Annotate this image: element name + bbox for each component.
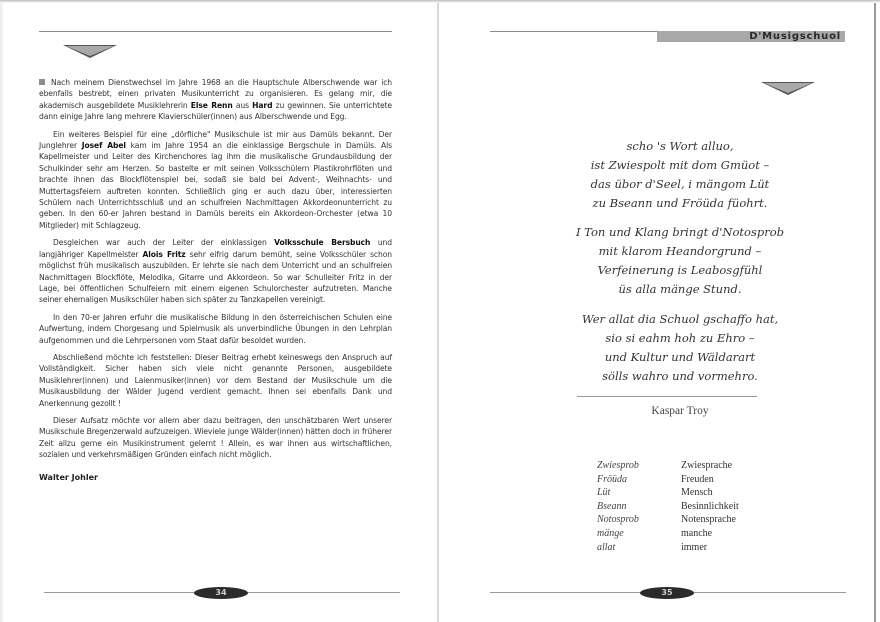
square-bullet-icon xyxy=(39,79,45,85)
glossary-row: allat immer xyxy=(597,541,708,553)
glossary-row: Fröüda Freuden xyxy=(597,473,714,485)
page-number-badge: 35 xyxy=(640,587,694,599)
paragraph: Abschließend möchte ich feststellen: Dieser Beitrag erhebt keineswegs den Anspruch auf Vollständigkeit. Sicher haben sich viele nicht genannte Personen, ausgebildete Musiklehrer(innen) und Laienmusiker(innen) vor dem Bestand der Musikschule um die Musikausbildung der Wälder Jugend verdient gemacht. Ihnen sei ebenfalls Dank und Anerkennung gezollt ! xyxy=(39,352,392,408)
article-body xyxy=(39,77,392,467)
glossary-row: Bseann Besinnlichkeit xyxy=(597,500,739,512)
section-title-banner: D'Musigschuol xyxy=(657,31,845,42)
page-edge-right xyxy=(874,0,876,622)
poem-line: und Kultur und Wäldarart xyxy=(604,350,756,364)
article-author: Walter Johler xyxy=(39,473,98,482)
paragraph: In den 70-er Jahren erfuhr die musikalische Bildung in den österreichischen Schulen eine Aufwertung, indem Chorgesang und Spielmusik als unverbindliche Übungen in den Lehrplan aufgenommen und die Lehrpersonen vom Staat dafür besoldet wurden. xyxy=(39,312,392,345)
poem-line: sölls wahro und vormehro. xyxy=(602,369,758,383)
glossary-row: Notosprob Notensprache xyxy=(597,514,736,526)
glossary-row: Zwiesprob Zwiesprache xyxy=(597,460,733,471)
poem-line: ist Zwiespolt mit dom Gmüot – xyxy=(590,158,770,172)
glossary-row: mänge manche xyxy=(597,527,713,539)
poem-line: üs alla mänge Stund. xyxy=(618,282,742,296)
poem-stanza-2 xyxy=(540,223,820,299)
paragraph: Nach meinem Dienstwechsel im Jahre 1968 an die Hauptschule Alberschwende war ich ebenfalls bestrebt, einen privaten Musikunterricht zu organisieren. Es gelang mir, die akademisch ausgebildete Musiklehrerin Else Renn aus Hard zu gewinnen. Sie unterrichtete dann einige Jahre lang mehrere Klavierschüler(innen) aus Alberschwende und Egg. xyxy=(39,78,392,122)
page-top-edge xyxy=(0,0,880,3)
poem-line: Wer allat dia Schuol gschaffo hat, xyxy=(581,312,779,326)
poem-line: I Ton und Klang bringt d'Notosprob xyxy=(575,225,785,239)
header-rule-right xyxy=(490,31,660,32)
page-edge-left xyxy=(0,0,4,622)
paragraph: Ein weiteres Beispiel für eine „dörfliche" Musikschule ist mir aus Damüls bekannt. Der Junglehrer Josef Abel kam im Jahre 1954 an die einklassige Bergschule in Damüls. Als Kapellmeister und Leiter des Kirchenchores lag ihm die musikalische Grundausbildung der Schulkinder sehr am Herzen. So bastelte er mit seinen Volksschülern Plastikrohrflöten und brachte ihnen das Blockflötenspiel bei, sodaß sie bald bei Advent-, Weihnachts- und Muttertagsfeiern auftreten konnten. Schließlich ging er auch dazu über, interessierten Schülern nach Unterrichtsschluß und an schulfreien Nachmittagen Akkordeonunterricht zu geben. In den 60-er Jahren bestand in Damüls bereits ein Akkordeon-Orchester (etwa 10 Mitglieder) mit Schlagzeug. xyxy=(39,129,392,230)
left-page xyxy=(0,0,438,622)
triangle-marker-icon xyxy=(63,45,117,58)
poem-author: Kaspar Troy xyxy=(651,405,709,417)
poem-line: das übor d'Seel, i mängom Lüt xyxy=(590,177,770,191)
glossary-row: Lüt Mensch xyxy=(597,487,713,499)
book-gutter xyxy=(437,0,439,622)
triangle-marker-icon xyxy=(761,82,815,95)
poem-divider xyxy=(577,396,757,397)
poem-line: mit klarom Heandorgrund – xyxy=(598,244,762,258)
poem-stanza-1 xyxy=(540,137,820,213)
header-rule-left xyxy=(39,31,392,32)
poem-line: zu Bseann und Fröüda füohrt. xyxy=(592,196,768,210)
paragraph: Dieser Aufsatz möchte vor allem aber dazu beitragen, den unschätzbaren Wert unserer Musikschule Bregenzerwald aufzuzeigen. Wieviele junge Wälder(innen) hätten doch in früherer Zeit allzu gerne ein Musikinstrument gelernt ! Allein, es war ihnen aus wirtschaftlichen, sozialen und verkehrsmäßigen Gründen einfach nicht möglich. xyxy=(39,415,392,460)
page-number-badge: 34 xyxy=(194,587,248,599)
paragraph: Desgleichen war auch der Leiter der einklassigen Volksschule Bersbuch und langjähriger Kapellmeister Alois Fritz sehr eifrig darum bemüht, seine Volksschüler schon möglichst früh musikalisch auszubilden. Er lehrte sie nach dem Unterricht und an schulfreien Nachmittagen Blockflöte, Melodika, Gitarre und Akkordeon. So war Schulleiter Fritz in der Lage, bei öffentlichen Schulfeiern mit einem eigenen Schulorchester aufzutreten. Manche seiner ehemaligen Musikschüler haben sich später zu Tanzkapellen vereinigt. xyxy=(39,238,392,305)
poem-line: sio si eahm hoh zu Ehro – xyxy=(605,331,755,345)
poem-line: Verfeinerung is Leabosgfühl xyxy=(597,263,763,277)
glossary-list xyxy=(597,459,781,554)
poem-line: scho 's Wort alluo, xyxy=(626,139,734,153)
poem-stanza-3 xyxy=(540,310,820,386)
